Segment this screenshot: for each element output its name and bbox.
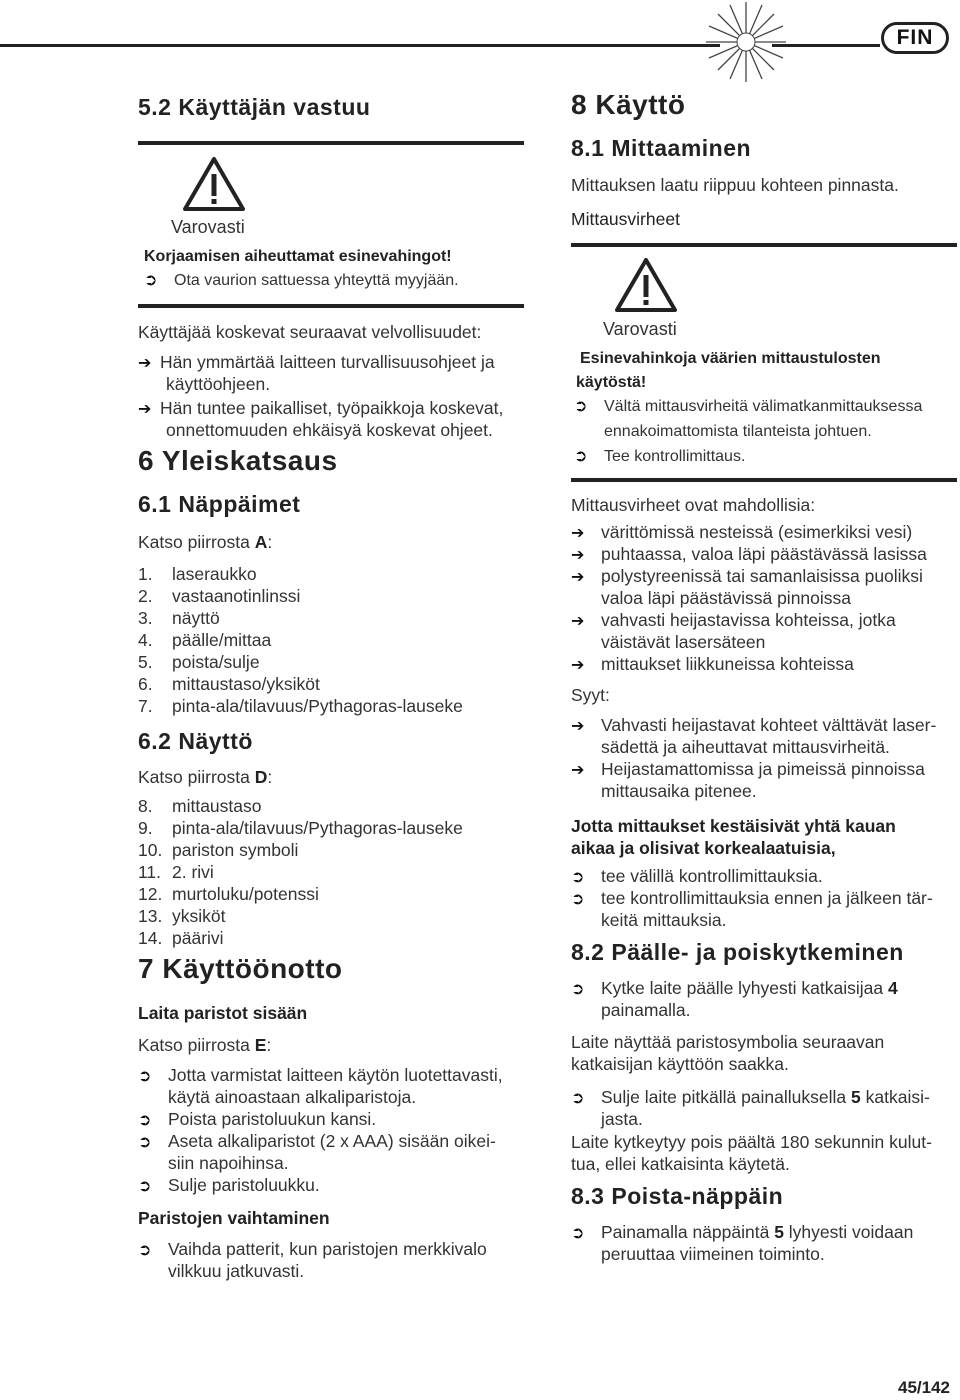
list-item: 1. laseraukko [138, 564, 257, 584]
step-item: ➲ Aseta alkaliparistot (2 x AAA) sisään oikei- [138, 1130, 496, 1154]
list-item: 3. näyttö [138, 608, 220, 628]
figure-reference: Katso piirrosta D: [138, 767, 273, 787]
list-item-cont: onnettomuuden ehkäisyä koskevat ohjeet. [166, 420, 493, 440]
list-item: ➔ polystyreenissä tai samanlaisissa puoliksi [571, 565, 923, 589]
bold-heading: Jotta mittaukset kestäisivät yhtä kauan [571, 816, 896, 836]
header-rule [0, 44, 720, 47]
step-item-cont: käytä ainoastaan alkaliparistoja. [168, 1087, 417, 1107]
hook-arrow-icon: ➲ [571, 869, 585, 886]
list-item: 2. vastaanotinlinssi [138, 586, 301, 606]
step-item: ➲ Vaihda patterit, kun paristojen merkkivalo [138, 1238, 487, 1262]
list-item: 8. mittaustaso [138, 796, 262, 816]
warning-top-rule [138, 141, 524, 145]
paragraph: tua, ellei katkaisinta käytetä. [571, 1154, 790, 1174]
hook-arrow-icon: ➲ [138, 1112, 152, 1129]
step-item: ➲ tee kontrollimittauksia ennen ja jälkeen tär- [571, 887, 933, 911]
hook-arrow-icon: ➲ [574, 398, 588, 415]
list-item: ➔ Hän tuntee paikalliset, työpaikkoja koskevat, [138, 397, 503, 421]
warning-step: ➲ Tee kontrollimittaus. [574, 446, 745, 468]
arrow-icon: ➔ [571, 569, 585, 586]
list-item: ➔ puhtaassa, valoa läpi päästävässä lasissa [571, 543, 927, 567]
list-item: 7. pinta-ala/tilavuus/Pythagoras-lauseke [138, 696, 463, 716]
arrow-icon: ➔ [138, 355, 152, 372]
arrow-icon: ➔ [571, 762, 585, 779]
hook-arrow-icon: ➲ [571, 1090, 585, 1107]
list-item: 9. pinta-ala/tilavuus/Pythagoras-lauseke [138, 818, 463, 838]
hook-arrow-icon: ➲ [571, 981, 585, 998]
section-8-title: 8 Käyttö [571, 89, 686, 120]
list-item-cont: käyttöohjeen. [166, 374, 271, 394]
section-6-1-title: 6.1 Näppäimet [138, 491, 301, 517]
errors-intro: Mittausvirheet ovat mahdollisia: [571, 495, 816, 515]
list-item: 4. päälle/mittaa [138, 630, 272, 650]
hook-arrow-icon: ➲ [138, 1178, 152, 1195]
hook-arrow-icon: ➲ [138, 1242, 152, 1259]
section-5-2-title: 5.2 Käyttäjän vastuu [138, 94, 371, 120]
list-item-cont: väistävät lasersäteen [601, 632, 766, 652]
figure-reference: Katso piirrosta A: [138, 532, 273, 552]
list-item: 5. poista/sulje [138, 652, 260, 672]
warning-text: käytöstä! [576, 374, 647, 391]
list-item: ➔ Vahvasti heijastavat kohteet välttävät laser- [571, 714, 936, 738]
step-item: ➲ Jotta varmistat laitteen käytön luotettavasti, [138, 1064, 503, 1088]
warning-step-cont: ennakoimattomista tilanteista johtuen. [604, 423, 872, 440]
section-7-title: 7 Käyttöönotto [138, 953, 343, 984]
warning-bottom-rule [138, 304, 524, 308]
arrow-icon: ➔ [571, 547, 585, 564]
warning-title: Varovasti [603, 319, 677, 339]
arrow-icon: ➔ [571, 525, 585, 542]
step-item-cont: siin napoihinsa. [168, 1153, 289, 1173]
arrow-icon: ➔ [571, 613, 585, 630]
subsection-title: Laita paristot sisään [138, 1003, 308, 1023]
hook-arrow-icon: ➲ [571, 891, 585, 908]
paragraph: Mittauksen laatu riippuu kohteen pinnasta. [571, 175, 899, 195]
hook-arrow-icon: ➲ [138, 1068, 152, 1085]
arrow-icon: ➔ [571, 718, 585, 735]
hook-arrow-icon: ➲ [144, 272, 158, 289]
list-item: ➔ värittömissä nesteissä (esimerkiksi vesi) [571, 521, 912, 545]
figure-reference: Katso piirrosta E: [138, 1035, 272, 1055]
step-item: ➲ Poista paristoluukun kansi. [138, 1108, 376, 1132]
page-number: 45/142 [898, 1378, 950, 1397]
section-6-title: 6 Yleiskatsaus [138, 445, 338, 476]
warning-text: Korjaamisen aiheuttamat esinevahingot! [144, 248, 452, 265]
paragraph: katkaisijan käyttöön saakka. [571, 1054, 789, 1074]
step-item: ➲ Sulje paristoluukku. [138, 1174, 320, 1198]
list-item: ➔ Hän ymmärtää laitteen turvallisuusohjeet ja [138, 351, 495, 375]
warning-title: Varovasti [171, 217, 245, 237]
warning-triangle-icon [182, 156, 246, 212]
warning-step: ➲ Ota vaurion sattuessa yhteyttä myyjään. [144, 270, 459, 292]
list-item-cont: sädettä ja aiheuttavat mittausvirheitä. [601, 737, 890, 757]
step-item-cont: vilkkuu jatkuvasti. [168, 1261, 305, 1281]
step-item-cont: keitä mittauksia. [601, 910, 727, 930]
causes-title: Syyt: [571, 685, 610, 705]
hook-arrow-icon: ➲ [571, 1225, 585, 1242]
warning-bottom-rule [571, 478, 957, 482]
step-item: ➲ Sulje laite pitkällä painalluksella 5 katkaisi- [571, 1086, 930, 1110]
warning-top-rule [571, 243, 957, 247]
list-item-cont: valoa läpi päästävissä pinnoissa [601, 588, 852, 608]
header-rule-right [772, 44, 880, 47]
language-badge: FIN [881, 22, 949, 54]
step-item-cont: jasta. [601, 1109, 643, 1129]
step-item: ➲ Kytke laite päälle lyhyesti katkaisijaa 4 [571, 977, 898, 1001]
list-item: 6. mittaustaso/yksiköt [138, 674, 320, 694]
paragraph: Laite kytkeytyy pois päältä 180 sekunnin kulut- [571, 1132, 932, 1152]
step-item-cont: peruuttaa viimeinen toiminto. [601, 1244, 825, 1264]
section-8-1-title: 8.1 Mittaaminen [571, 135, 752, 161]
hook-arrow-icon: ➲ [138, 1134, 152, 1151]
subsection-title: Mittausvirheet [571, 209, 680, 229]
step-item: ➲ Painamalla näppäintä 5 lyhyesti voidaan [571, 1221, 913, 1245]
list-item: 10. pariston symboli [138, 840, 299, 860]
hook-arrow-icon: ➲ [574, 448, 588, 465]
list-item: ➔ mittaukset liikkuneissa kohteissa [571, 653, 854, 677]
step-item: ➲ tee välillä kontrollimittauksia. [571, 865, 823, 889]
step-item-cont: painamalla. [601, 1000, 691, 1020]
list-item-cont: mittausaika pitenee. [601, 781, 757, 801]
list-item: 14. päärivi [138, 928, 224, 948]
list-item: ➔ vahvasti heijastavissa kohteissa, jotka [571, 609, 896, 633]
list-item: 13. yksiköt [138, 906, 226, 926]
list-item: ➔ Heijastamattomissa ja pimeissä pinnoissa [571, 758, 925, 782]
starburst-icon [704, 0, 788, 84]
list-item: 11. 2. rivi [138, 862, 214, 882]
warning-step: ➲ Vältä mittausvirheitä välimatkanmittauksessa [574, 396, 922, 418]
bold-heading: aikaa ja olisivat korkealaatuisia, [571, 838, 836, 858]
section-6-2-title: 6.2 Näyttö [138, 728, 253, 754]
warning-text: Esinevahinkoja väärien mittaustulosten [580, 350, 881, 367]
subsection-title: Paristojen vaihtaminen [138, 1208, 330, 1228]
list-item: 12. murtoluku/potenssi [138, 884, 319, 904]
arrow-icon: ➔ [138, 401, 152, 418]
obligations-intro: Käyttäjää koskevat seuraavat velvollisuudet: [138, 322, 482, 342]
section-8-3-title: 8.3 Poista-näppäin [571, 1183, 784, 1209]
arrow-icon: ➔ [571, 657, 585, 674]
section-8-2-title: 8.2 Päälle- ja poiskytkeminen [571, 939, 904, 965]
warning-triangle-icon [614, 257, 678, 313]
paragraph: Laite näyttää paristosymbolia seuraavan [571, 1032, 885, 1052]
